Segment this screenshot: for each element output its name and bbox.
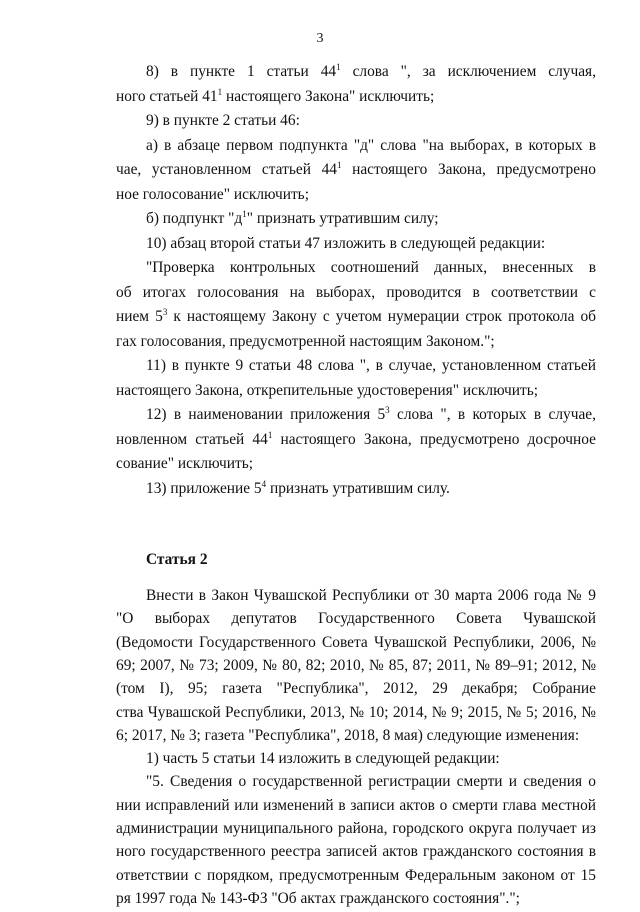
text-run: 12) в наименовании приложения 5	[146, 406, 386, 423]
text-run: " признать утратившим силу;	[246, 210, 439, 227]
text-run: слова ", за исключением случая,	[352, 63, 596, 80]
text-run: ного статьей 41	[116, 87, 218, 105]
text-run: 13) приложение 5	[146, 479, 262, 497]
superscript: 3	[385, 404, 390, 415]
superscript: 4	[261, 478, 267, 489]
text-run: нием 5	[116, 308, 163, 325]
text-run: "Проверка контрольных соотношений данных, внесенных в	[146, 259, 596, 276]
text-run: Внести в Закон Чувашской Республики от 30 марта 2006 года № 9	[146, 587, 596, 604]
text-run: "О выборах депутатов Государственного Совета Чувашской	[116, 610, 596, 628]
text-run: ное голосование" исключить;	[116, 185, 309, 203]
superscript: 1	[336, 159, 342, 170]
text-run: 9) в пункте 2 статьи 46:	[146, 112, 300, 129]
text-line	[116, 886, 520, 912]
text-line	[116, 863, 596, 889]
text-line	[116, 793, 596, 819]
text-line	[116, 84, 434, 110]
text-line	[116, 427, 596, 453]
text-run: "5. Сведения о государственной регистрации смерти и сведения о	[146, 773, 596, 791]
text-run: к настоящему Закону с учетом нумерации строк протокола об	[173, 308, 596, 325]
text-line	[116, 280, 596, 306]
text-line	[116, 723, 579, 749]
text-run: 8) в пункте 1 статьи 44	[146, 63, 337, 80]
superscript: 1	[242, 208, 247, 219]
text-run: гах голосования, предусмотренной настоящим Законом.";	[116, 332, 495, 350]
superscript: 3	[162, 306, 168, 317]
text-run: настоящего Закона, предусмотрено	[352, 161, 596, 178]
text-run: настоящего Закона, предусмотрено досрочное	[280, 430, 596, 448]
text-run: 11) в пункте 9 статьи 48 слова ", в случае, установленном статьей	[146, 357, 596, 374]
text-run: ответствии с порядком, предусмотренным Федеральным законом от 15	[116, 866, 596, 884]
text-line	[146, 583, 596, 609]
text-run: новленном статьей 44	[116, 430, 268, 448]
text-run: ря 1997 года № 143-ФЗ "Об актах гражданского состояния".";	[116, 889, 520, 907]
text-run: (том I), 95; газета "Республика", 2012, 29 декабря; Собрание	[116, 680, 596, 698]
text-line	[116, 700, 596, 726]
text-line	[116, 630, 596, 656]
text-line	[116, 329, 495, 355]
text-line	[116, 304, 596, 330]
superscript: 1	[267, 429, 273, 440]
text-run: Статья 2	[146, 551, 208, 568]
text-run: настоящего Закона, открепительные удостоверения" исключить;	[116, 381, 538, 399]
text-line	[146, 231, 545, 257]
text-run: ства Чувашской Республики, 2013, № 10; 2014, № 9; 2015, № 5; 2016, №	[116, 703, 596, 721]
text-line	[116, 816, 596, 842]
text-line	[146, 59, 596, 85]
text-run: сование" исключить;	[116, 455, 253, 472]
text-run: а) в абзаце первом подпункта "д" слова "на выборах, в которых в	[146, 136, 596, 154]
text-run: чае, установленном статьей 44	[116, 161, 337, 178]
text-line	[116, 839, 596, 865]
text-line	[116, 606, 596, 632]
text-line	[116, 182, 309, 208]
text-run: признать утратившим силу.	[266, 479, 450, 497]
text-line	[146, 206, 439, 232]
text-run: 1) часть 5 статьи 14 изложить в следующей редакции:	[146, 750, 500, 768]
text-line	[146, 476, 450, 502]
text-run: 69; 2007, № 73; 2009, № 80, 82; 2010, № 85, 87; 2011, № 89–91; 2012, №	[116, 656, 596, 674]
article-heading	[146, 547, 208, 573]
text-line	[116, 378, 538, 404]
text-line	[146, 402, 596, 428]
text-line	[146, 255, 596, 281]
text-run: настоящего Закона" исключить;	[222, 87, 435, 105]
text-run: б) подпункт "д	[146, 210, 243, 227]
text-line	[146, 769, 596, 795]
text-line	[146, 133, 596, 159]
text-line	[116, 451, 253, 477]
superscript: 1	[336, 61, 341, 72]
page-number: 3	[316, 31, 324, 46]
text-line	[146, 108, 300, 134]
text-run: 10) абзац второй статьи 47 изложить в следующей редакции:	[146, 234, 546, 252]
text-run: об итогах голосования на выборах, проводится в соответствии с	[116, 283, 596, 301]
text-run: слова ", в которых в случае,	[396, 406, 596, 423]
text-run: ного государственного реестра записей актов гражданского состояния в	[116, 843, 596, 861]
text-line	[146, 746, 500, 772]
text-run: администрации муниципального района, городского округа получает из	[116, 820, 596, 837]
text-run: 6; 2017, № 3; газета "Республика", 2018, 8 мая) следующие изменения:	[116, 726, 580, 744]
text-line	[116, 676, 596, 702]
text-line	[146, 353, 596, 379]
text-run: нии исправлений или изменений в записи актов о смерти глава местной	[116, 796, 596, 814]
text-line	[116, 653, 596, 679]
superscript: 1	[217, 86, 223, 97]
text-line	[116, 157, 596, 183]
text-run: (Ведомости Государственного Совета Чувашской Республики, 2006, №	[116, 633, 596, 651]
